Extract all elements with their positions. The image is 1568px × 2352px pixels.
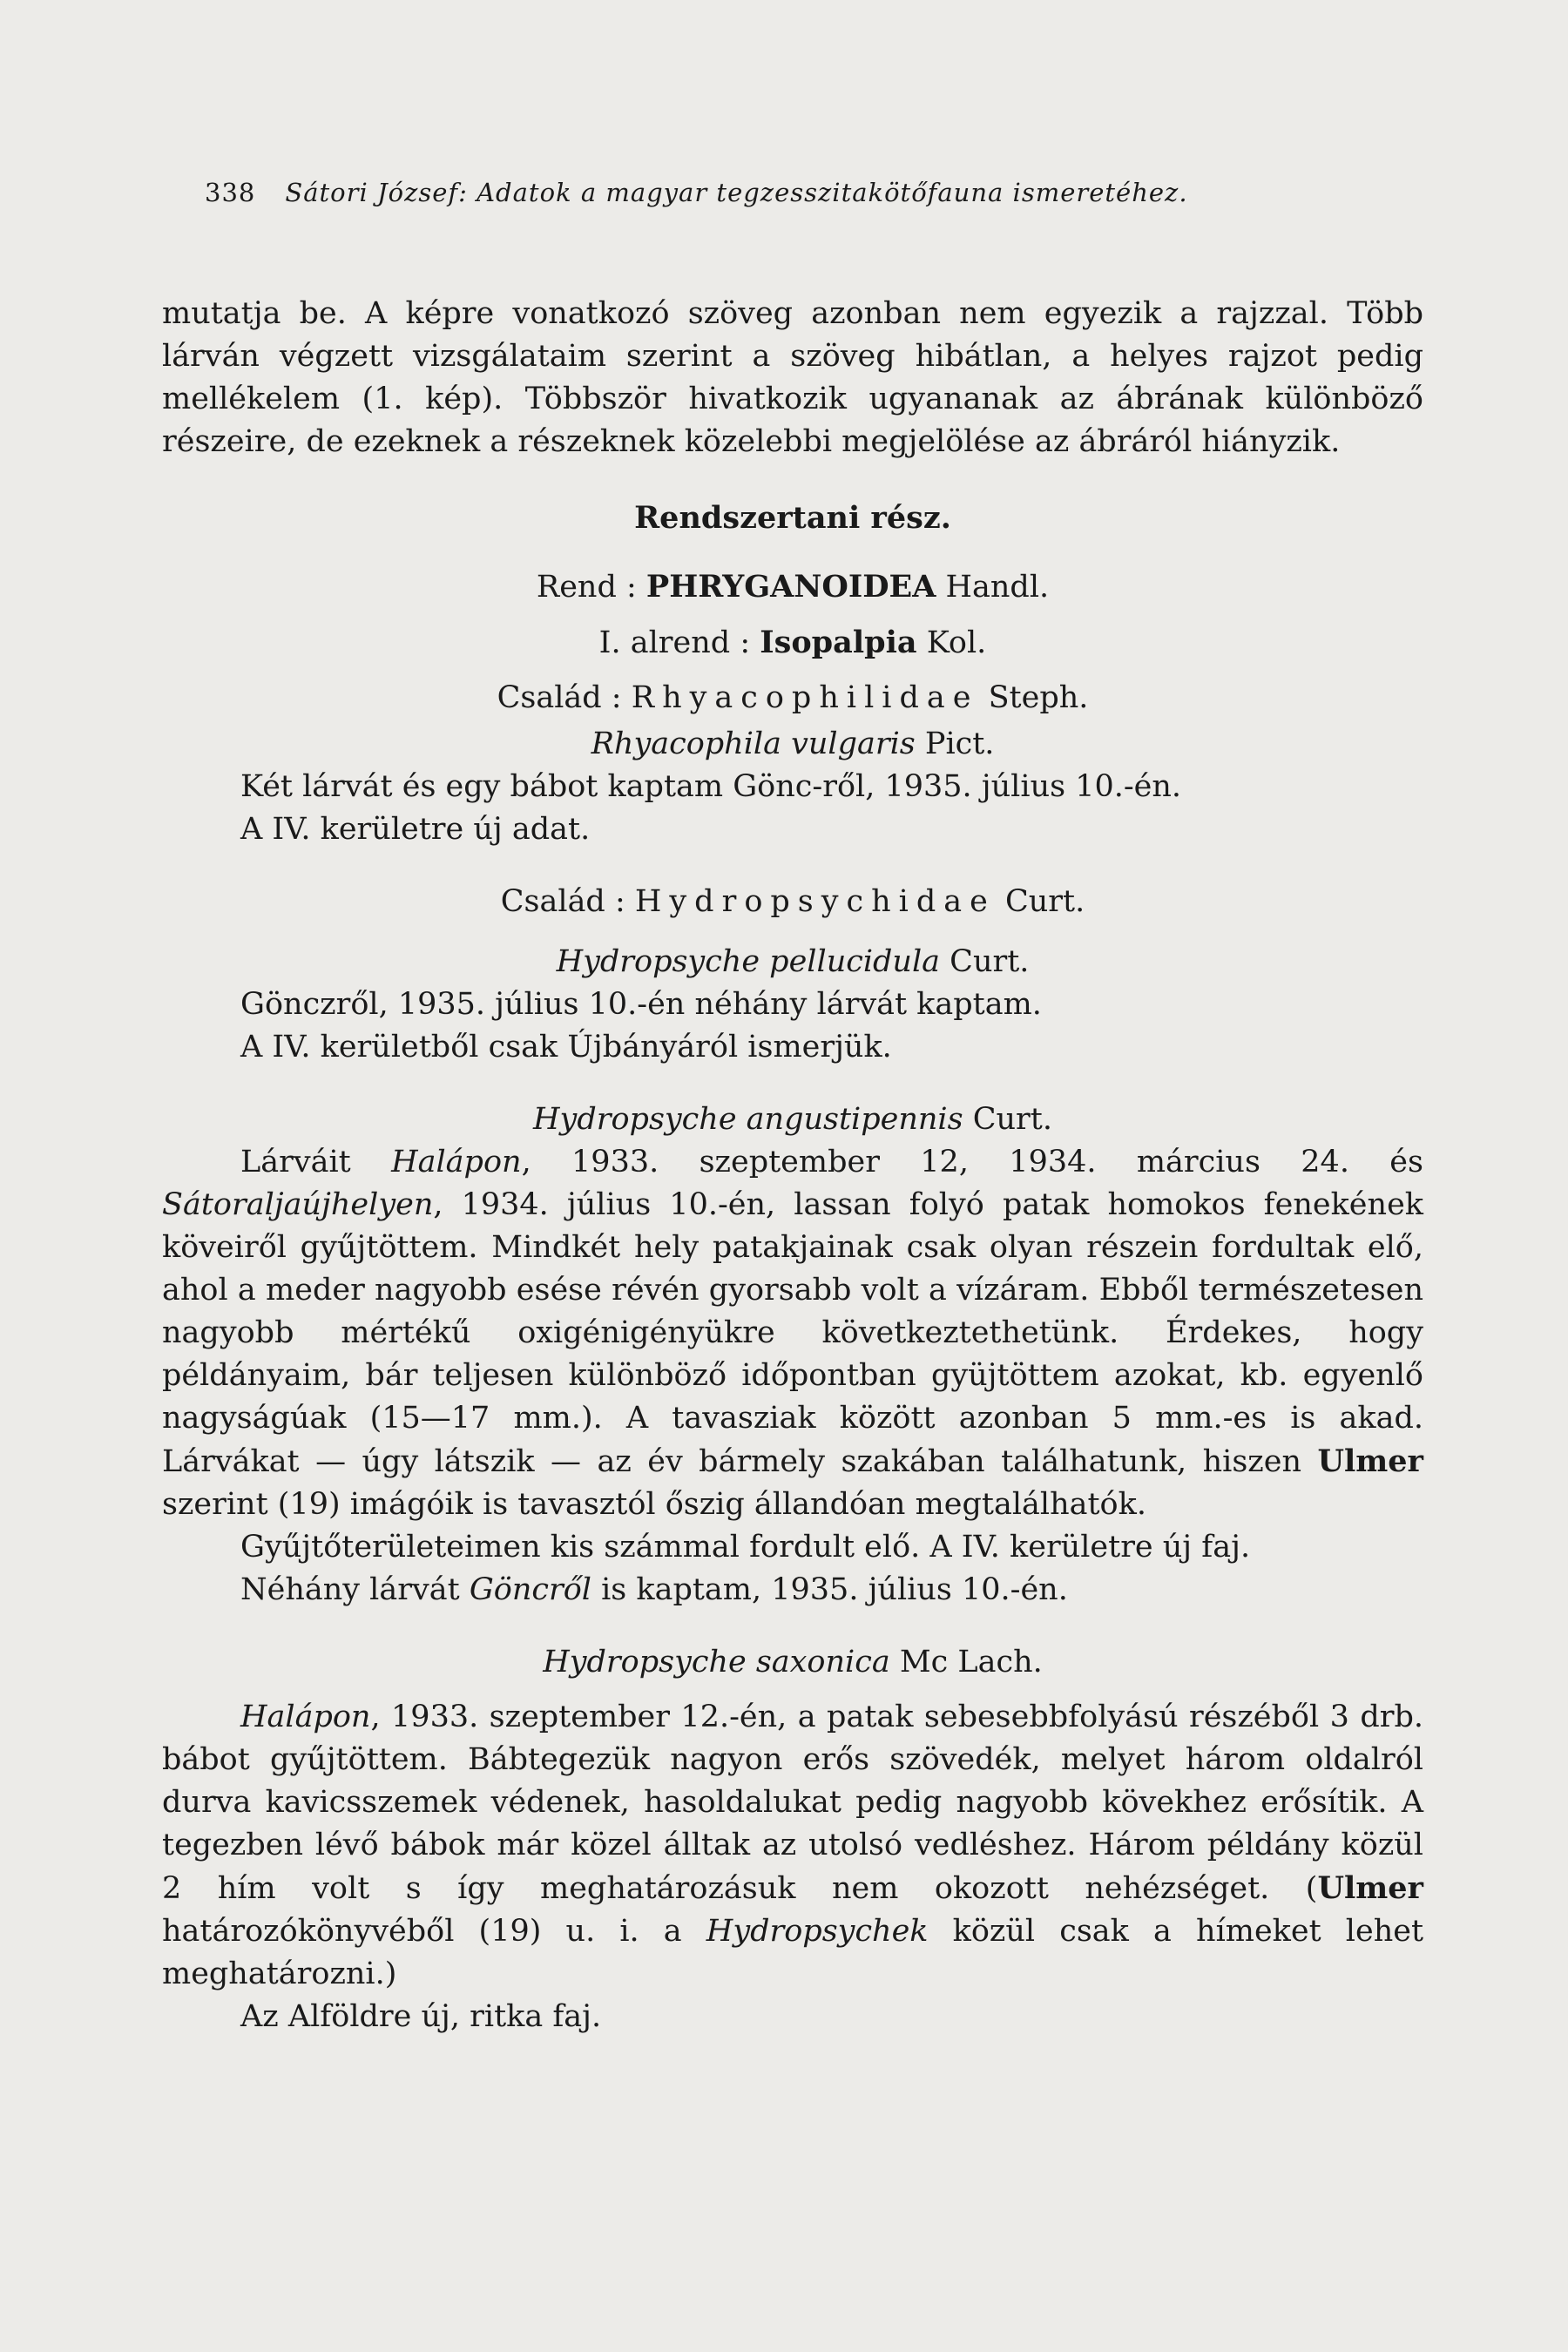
order-heading [162, 565, 1423, 609]
text-run: határozókönyvéből (19) u. i. a [162, 1914, 706, 1949]
family-name: Hydropsychidae [634, 884, 996, 919]
text-run: , 1933. szeptember 12, 1934. március 24. és [521, 1145, 1423, 1179]
species-heading [162, 1641, 1423, 1684]
family-author: Curt. [995, 884, 1085, 919]
species-author: Pict. [915, 727, 995, 761]
locality-name: Halápon [240, 1700, 371, 1734]
text-run: , 1934. július 10.-én, lassan folyó patak homokos fenekének köveiről gyűjtöttem. Mindkét hely patakjainak csak olyan részein fordultak elő, ahol a meder nagyobb esése révén gyorsabb volt a vízáram. Ebből természetesen nagyobb mértékű oxigénigényükre következtethetünk. Érdekes, hogy példányaim, bár teljesen különböző időpontban gyüjtöttem azokat, kb. egyenlő nagyságúak (15—17 mm.). A tavasziak között azonban 5 mm.-es is akad. Lárvákat — úgy látszik — az év bármely szakában találhatunk, hiszen [162, 1187, 1423, 1479]
family-heading [162, 881, 1423, 923]
species-heading [162, 1098, 1423, 1141]
family-author: Steph. [978, 680, 1089, 715]
species-paragraph: Gyűjtőterületeimen kis számmal fordult elő. A IV. kerületre új faj. [240, 1530, 1251, 1565]
family-name: Rhyacophilidae [631, 680, 979, 715]
species-paragraph [162, 1569, 1423, 1612]
family-heading [162, 677, 1423, 720]
species-name: Hydropsyche pellucidula [556, 944, 941, 979]
species-author: Curt. [963, 1102, 1052, 1137]
species-paragraph: A IV. kerületre új adat. [240, 812, 591, 847]
author-reference: Ulmer [1317, 1870, 1423, 1906]
taxon-name: Hydropsychek [706, 1914, 929, 1949]
species-name: Hydropsyche saxonica [543, 1645, 890, 1680]
species-paragraph: Két lárvát és egy bábot kaptam Gönc-ről, 1935. július 10.-én. [240, 769, 1182, 804]
text-run: közül csak a hímeket lehet meghatározni.) [162, 1914, 1424, 1991]
article-body [162, 293, 1423, 2038]
family-prefix: Család : [500, 884, 635, 919]
species-author: Mc Lach. [889, 1645, 1043, 1680]
species-heading [162, 723, 1423, 766]
order-author: Handl. [936, 570, 1050, 605]
order-name: PHRYGANOIDEA [645, 569, 936, 605]
suborder-heading [162, 621, 1423, 665]
running-header [205, 178, 1188, 207]
text-run: szerint (19) imágóik is tavasztól őszig állandóan megtalálhatók. [162, 1487, 1146, 1522]
species-paragraph: Az Alföldre új, ritka faj. [240, 1999, 602, 2034]
species-paragraph [162, 1141, 1423, 1526]
intro-paragraph: mutatja be. A képre vonatkozó szöveg azonban nem egyezik a rajzzal. Több lárván végzett vizsgálataim szerint a szöveg hibátlan, a helyes rajzot pedig mellékelem (1. kép). Többször hivatkozik ugyananak az ábrának különböző részeire, de ezeknek a részeknek közelebbi megjelölése az ábráról hiányzik. [162, 296, 1423, 459]
author-reference: Ulmer [1317, 1443, 1423, 1479]
running-title: Sátori József: Adatok a magyar tegzesszitakötőfauna ismeretéhez. [285, 178, 1188, 207]
species-paragraph: A IV. kerületből csak Újbányáról ismerjük. [240, 1030, 892, 1064]
suborder-name: Isopalpia [760, 625, 917, 660]
text-run: Néhány lárvát [240, 1572, 470, 1607]
locality-name: Halápon [391, 1145, 522, 1179]
suborder-prefix: I. alrend : [598, 625, 760, 660]
text-run: , 1933. szeptember 12.-én, a patak sebesebbfolyású részéből 3 drb. bábot gyűjtöttem. Bábtegezük nagyon erős szövedék, melyet három oldalról durva kavicsszemek védenek, hasoldalukat pedig nagyobb kövekhez erősítik. A tegezben lévő bábok már közel álltak az utolsó vedléshez. Három példány közül 2 hím volt s így meghatározásuk nem okozott nehézséget. ( [162, 1700, 1423, 1906]
locality-name: Sátoraljaújhelyen [162, 1187, 434, 1222]
text-run: is kaptam, 1935. július 10.-én. [591, 1572, 1068, 1607]
text-run: Lárváit [240, 1145, 392, 1179]
locality-name: Göncről [469, 1572, 591, 1607]
page-number: 338 [205, 178, 256, 207]
species-heading [162, 941, 1423, 983]
order-prefix: Rend : [536, 570, 646, 605]
species-paragraph [162, 1696, 1423, 1996]
species-paragraph: Gönczről, 1935. július 10.-én néhány lárvát kaptam. [240, 987, 1042, 1022]
suborder-author: Kol. [916, 625, 987, 660]
species-author: Curt. [940, 944, 1030, 979]
section-title: Rendszertani rész. [634, 500, 951, 536]
species-name: Hydropsyche angustipennis [533, 1102, 963, 1137]
species-name: Rhyacophila vulgaris [591, 727, 916, 761]
family-prefix: Család : [497, 680, 632, 715]
